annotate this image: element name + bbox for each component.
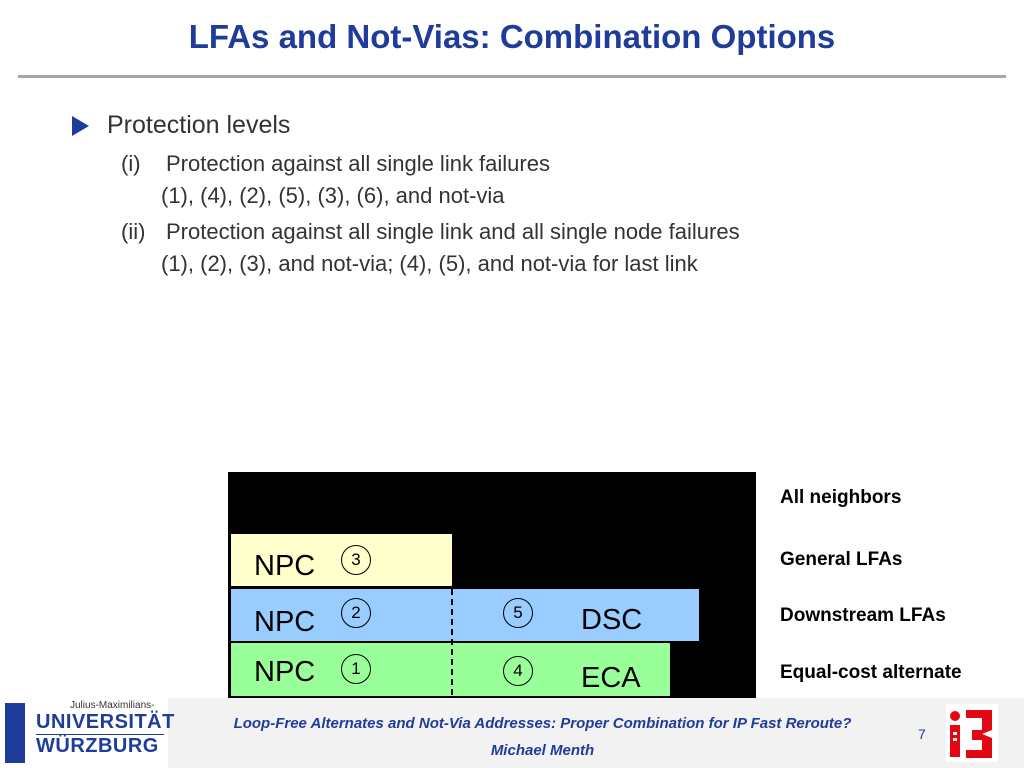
level-all-neighbors: All neighbors bbox=[780, 487, 902, 508]
npc-general-label: NPC bbox=[254, 550, 316, 582]
level-downstream-lfas: Downstream LFAs bbox=[780, 605, 946, 626]
dashed-divider bbox=[451, 589, 453, 695]
dsc-label: DSC bbox=[581, 604, 643, 636]
circle-2: 2 bbox=[341, 598, 371, 628]
item-2-text: Protection against all single link and all single node failures bbox=[166, 219, 740, 244]
circle-4: 4 bbox=[503, 656, 533, 686]
logo-line-1: UNIVERSITÄT bbox=[36, 711, 175, 733]
npc-downstream-label: NPC bbox=[254, 606, 316, 638]
circle-5: 5 bbox=[503, 598, 533, 628]
slide-title: LFAs and Not-Vias: Combination Options bbox=[188, 18, 836, 55]
level-equal-cost: Equal-cost alternate bbox=[780, 662, 962, 683]
circle-3: 3 bbox=[341, 545, 371, 575]
i3-logo-icon bbox=[946, 704, 998, 762]
level-general-lfas: General LFAs bbox=[780, 549, 903, 570]
logo-small-text: Julius-Maximilians- bbox=[70, 700, 155, 711]
item-1-number: (i) bbox=[121, 151, 141, 176]
item-2-number: (ii) bbox=[121, 219, 146, 244]
item-2-detail: (1), (2), (3), and not-via; (4), (5), and not-via for last link bbox=[161, 251, 698, 276]
eca-label: ECA bbox=[581, 662, 641, 694]
page-number: 7 bbox=[918, 726, 926, 742]
footer-author: Michael Menth bbox=[490, 742, 595, 759]
logo-line-2: WÜRZBURG bbox=[36, 735, 159, 757]
item-1-text: Protection against all single link failures bbox=[166, 151, 550, 176]
footer-talk-title: Loop-Free Alternates and Not-Via Addresses: Proper Combination for IP Fast Reroute? bbox=[233, 715, 852, 732]
npc-equal-label: NPC bbox=[254, 656, 316, 688]
item-1-detail: (1), (4), (2), (5), (3), (6), and not-via bbox=[161, 183, 505, 208]
logo-bar bbox=[5, 703, 25, 763]
circle-1: 1 bbox=[341, 654, 371, 684]
bullet-text: Protection levels bbox=[107, 111, 291, 139]
